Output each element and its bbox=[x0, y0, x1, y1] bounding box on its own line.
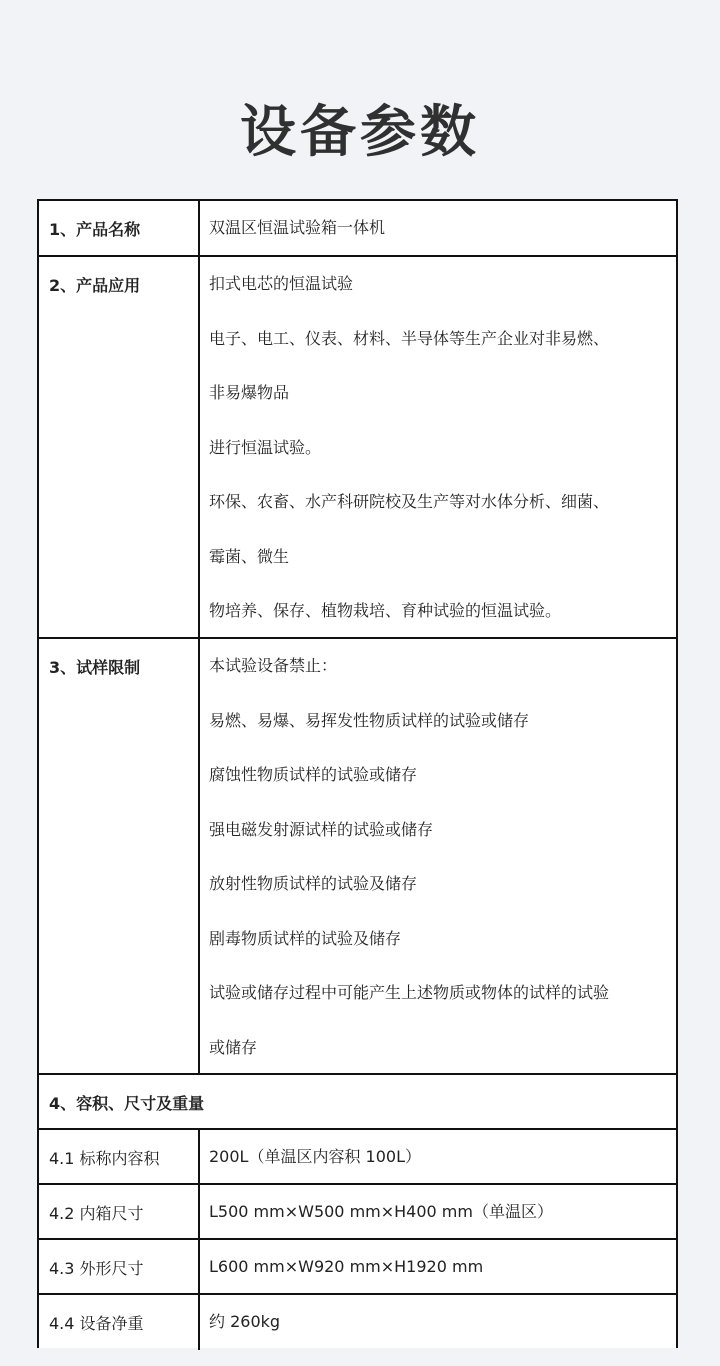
row-label: 4.1 标称内容积 bbox=[39, 1130, 200, 1183]
table-row bbox=[39, 1240, 676, 1295]
row-value bbox=[200, 257, 676, 637]
value-line: L500 mm×W500 mm×H400 mm（单温区） bbox=[209, 1202, 553, 1221]
value-line: 物培养、保存、植物栽培、育种试验的恒温试验。 bbox=[209, 601, 562, 620]
page-title: 设备参数 bbox=[240, 100, 480, 165]
value-line: 剧毒物质试样的试验及储存 bbox=[209, 928, 402, 948]
row-value bbox=[200, 639, 676, 1073]
row-value bbox=[200, 201, 676, 255]
table-row bbox=[39, 639, 676, 1075]
table-row bbox=[39, 1185, 676, 1240]
row-value bbox=[200, 1240, 676, 1293]
row-label: 1、产品名称 bbox=[39, 201, 200, 255]
row-label: 3、试样限制 bbox=[39, 639, 200, 1073]
value-line: 霉菌、微生 bbox=[209, 546, 290, 566]
row-value bbox=[200, 1130, 676, 1183]
value-line: 约 260kg bbox=[209, 1312, 281, 1331]
value-line: 扣式电芯的恒温试验 bbox=[209, 274, 354, 293]
table-row bbox=[39, 1130, 676, 1185]
row-label: 4.3 外形尺寸 bbox=[39, 1240, 200, 1293]
value-line: 强电磁发射源试样的试验或储存 bbox=[209, 819, 434, 839]
value-line: 或储存 bbox=[209, 1037, 258, 1057]
value-line: 腐蚀性物质试样的试验或储存 bbox=[209, 765, 418, 784]
value-line: 易燃、易爆、易挥发性物质试样的试验或储存 bbox=[209, 710, 530, 730]
value-line: 非易爆物品 bbox=[209, 383, 290, 402]
section-header: 4、容积、尺寸及重量 bbox=[49, 1094, 205, 1113]
table-row bbox=[39, 201, 676, 257]
value-line: 电子、电工、仪表、材料、半导体等生产企业对非易燃、 bbox=[209, 328, 610, 348]
value-line: L600 mm×W920 mm×H1920 mm bbox=[209, 1257, 484, 1276]
table-row bbox=[39, 257, 676, 639]
value-line: 双温区恒温试验箱一体机 bbox=[209, 218, 386, 237]
value-line: 进行恒温试验。 bbox=[209, 437, 322, 457]
value-line: 200L（单温区内容积 100L） bbox=[209, 1147, 421, 1166]
value-line: 放射性物质试样的试验及储存 bbox=[209, 874, 418, 893]
row-value bbox=[200, 1185, 676, 1238]
row-label: 4.4 设备净重 bbox=[39, 1295, 200, 1350]
value-line: 环保、农畜、水产科研院校及生产等对水体分析、细菌、 bbox=[209, 492, 610, 511]
parameter-table bbox=[37, 199, 678, 1348]
value-line: 试验或储存过程中可能产生上述物质或物体的试样的试验 bbox=[209, 983, 610, 1002]
row-value bbox=[200, 1295, 676, 1350]
row-label: 2、产品应用 bbox=[39, 257, 200, 637]
row-label: 4.2 内箱尺寸 bbox=[39, 1185, 200, 1238]
value-line: 本试验设备禁止： bbox=[209, 656, 338, 675]
table-row bbox=[39, 1075, 676, 1130]
table-row bbox=[39, 1295, 676, 1350]
